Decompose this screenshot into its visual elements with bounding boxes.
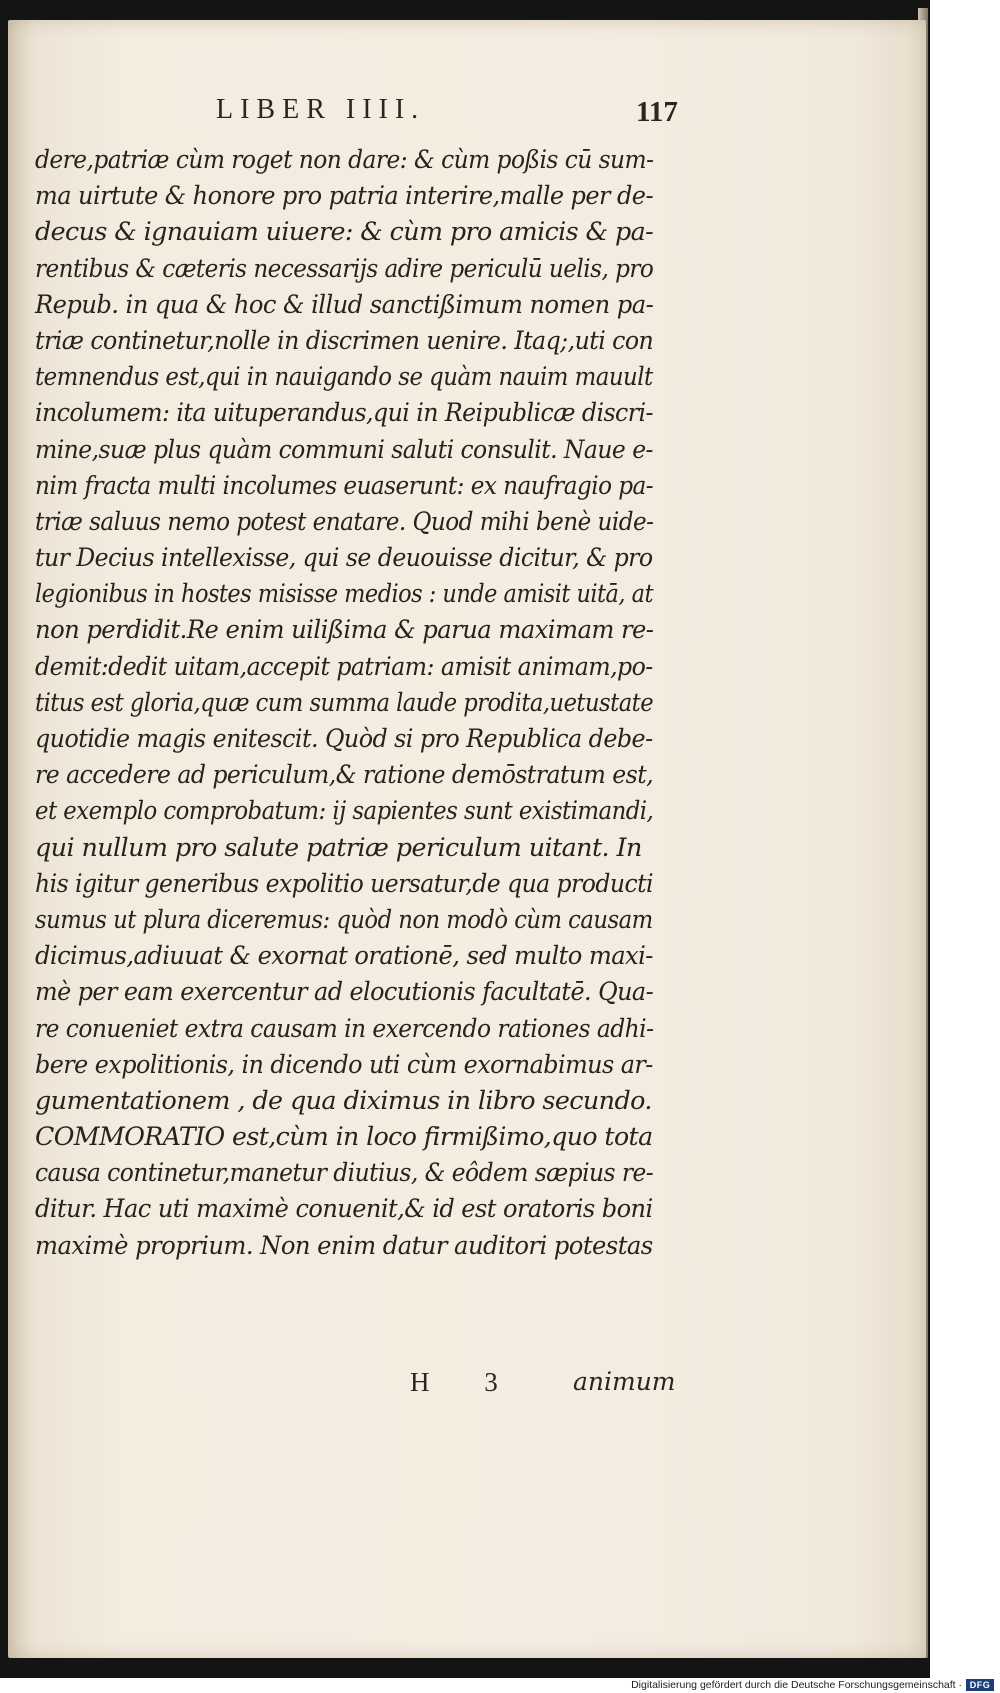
text-line: mè per eam exercentur ad elocutionis facultatē. Qua- bbox=[35, 977, 654, 1008]
text-line: ditur. Hac uti maximè conuenit,& id est oratoris boni bbox=[35, 1194, 653, 1225]
text-line: incolumem: ita uituperandus,qui in Reipublicæ discri- bbox=[35, 398, 653, 429]
text-line: causa continetur,manetur diutius, & eôdem sæpius re- bbox=[35, 1158, 654, 1189]
catchword: animum bbox=[573, 1367, 676, 1396]
body-text bbox=[35, 142, 655, 1264]
text-line: nim fracta multi incolumes euaserunt: ex naufragio pa- bbox=[35, 470, 654, 501]
text-line: maximè proprium. Non enim datur auditori potestas bbox=[35, 1230, 653, 1261]
text-line: triæ continetur,nolle in discrimen uenire. Itaq;,uti con bbox=[35, 325, 654, 356]
dfg-logo: DFG bbox=[966, 1679, 994, 1691]
text-line: sumus ut plura diceremus: quòd non modò cùm causam bbox=[35, 904, 653, 935]
text-line: titus est gloria,quæ cum summa laude prodita,uetustate bbox=[35, 687, 654, 718]
text-line: quotidie magis enitescit. Quòd si pro Republica debe- bbox=[35, 724, 653, 754]
text-line: demit:dedit uitam,accepit patriam: amisit animam,po- bbox=[35, 651, 653, 682]
text-line: tur Decius intellexisse, qui se deuouisse dicitur, & pro bbox=[35, 543, 653, 574]
text-line: bere expolitionis, in dicendo uti cùm exornabimus ar- bbox=[35, 1049, 653, 1080]
text-line: COMMORATIO est,cùm in loco firmißimo,quo tota bbox=[35, 1122, 653, 1153]
text-line: mine,suæ plus quàm communi saluti consulit. Naue e- bbox=[35, 434, 653, 465]
text-line: rentibus & cæteris necessarijs adire periculū uelis, pro bbox=[35, 253, 654, 284]
text-line: ma uirtute & honore pro patria interire,malle per de- bbox=[35, 181, 654, 212]
funding-credit: Digitalisierung gefördert durch die Deutsche Forschungsgemeinschaft · bbox=[631, 1679, 962, 1691]
text-line: decus & ignauiam uiuere: & cùm pro amicis & pa- bbox=[35, 217, 654, 248]
text-line: et exemplo comprobatum: ij sapientes sunt existimandi, bbox=[35, 796, 654, 827]
text-line: temnendus est,qui in nauigando se quàm nauim mauult bbox=[35, 362, 653, 393]
running-head: LIBER IIII. bbox=[216, 94, 426, 125]
text-line: triæ saluus nemo potest enatare. Quod mihi benè uide- bbox=[35, 506, 654, 537]
text-line: qui nullum pro salute patriæ periculum uitant. In bbox=[35, 832, 642, 863]
text-line: dicimus,adiuuat & exornat orationē, sed multo maxi- bbox=[35, 941, 653, 972]
text-line: legionibus in hostes misisse medios : unde amisit uitā, at bbox=[35, 579, 653, 610]
text-line: Repub. in qua & hoc & illud sanctißimum nomen pa- bbox=[35, 289, 654, 320]
text-line: re conueniet extra causam in exercendo rationes adhi- bbox=[35, 1013, 654, 1044]
text-line: his igitur generibus expolitio uersatur,de qua producti bbox=[35, 868, 653, 899]
text-line: re accedere ad periculum,& ratione demōstratum est, bbox=[35, 760, 654, 791]
page-number: 117 bbox=[636, 96, 678, 128]
signature-mark: H 3 bbox=[410, 1367, 522, 1397]
text-line: non perdidit.Re enim uilißima & parua maximam re- bbox=[35, 615, 654, 646]
text-line: dere,patriæ cùm roget non dare: & cùm poßis cū sum- bbox=[35, 145, 654, 175]
text-line: gumentationem , de qua diximus in libro secundo. bbox=[35, 1085, 652, 1116]
